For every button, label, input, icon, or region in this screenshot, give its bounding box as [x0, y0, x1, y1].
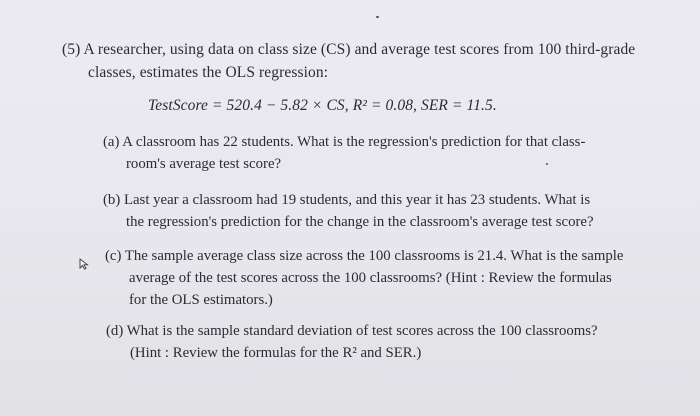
speck-mark: [376, 16, 379, 18]
part-d-line-1: (d) What is the sample standard deviation of test scores across the 100 classrooms?: [106, 323, 598, 339]
mouse-pointer-icon: [78, 258, 90, 270]
problem-statement-line-1: (5) A researcher, using data on class size (CS) and average test scores from 100 third-grade: [62, 41, 636, 58]
speck-mark: [546, 163, 548, 165]
part-a-line-1: (a) A classroom has 22 students. What is the regression's prediction for that class-: [103, 134, 586, 150]
regression-equation: TestScore = 520.4 − 5.82 × CS, R² = 0.08, SER = 11.5.: [148, 97, 497, 114]
part-c-line-2: average of the test scores across the 100 classrooms? (Hint : Review the formulas: [129, 270, 612, 286]
part-c-line-1: (c) The sample average class size across the 100 classrooms is 21.4. What is the sample: [105, 248, 624, 264]
part-b-line-2: the regression's prediction for the change in the classroom's average test score?: [126, 214, 594, 230]
problem-statement-line-2: classes, estimates the OLS regression:: [88, 64, 329, 81]
part-a-line-2: room's average test score?: [126, 156, 282, 172]
part-b-line-1: (b) Last year a classroom had 19 students, and this year it has 23 students. What is: [103, 192, 591, 208]
part-d-line-2: (Hint : Review the formulas for the R² and SER.): [130, 345, 422, 361]
part-c-line-3: for the OLS estimators.): [129, 292, 273, 308]
